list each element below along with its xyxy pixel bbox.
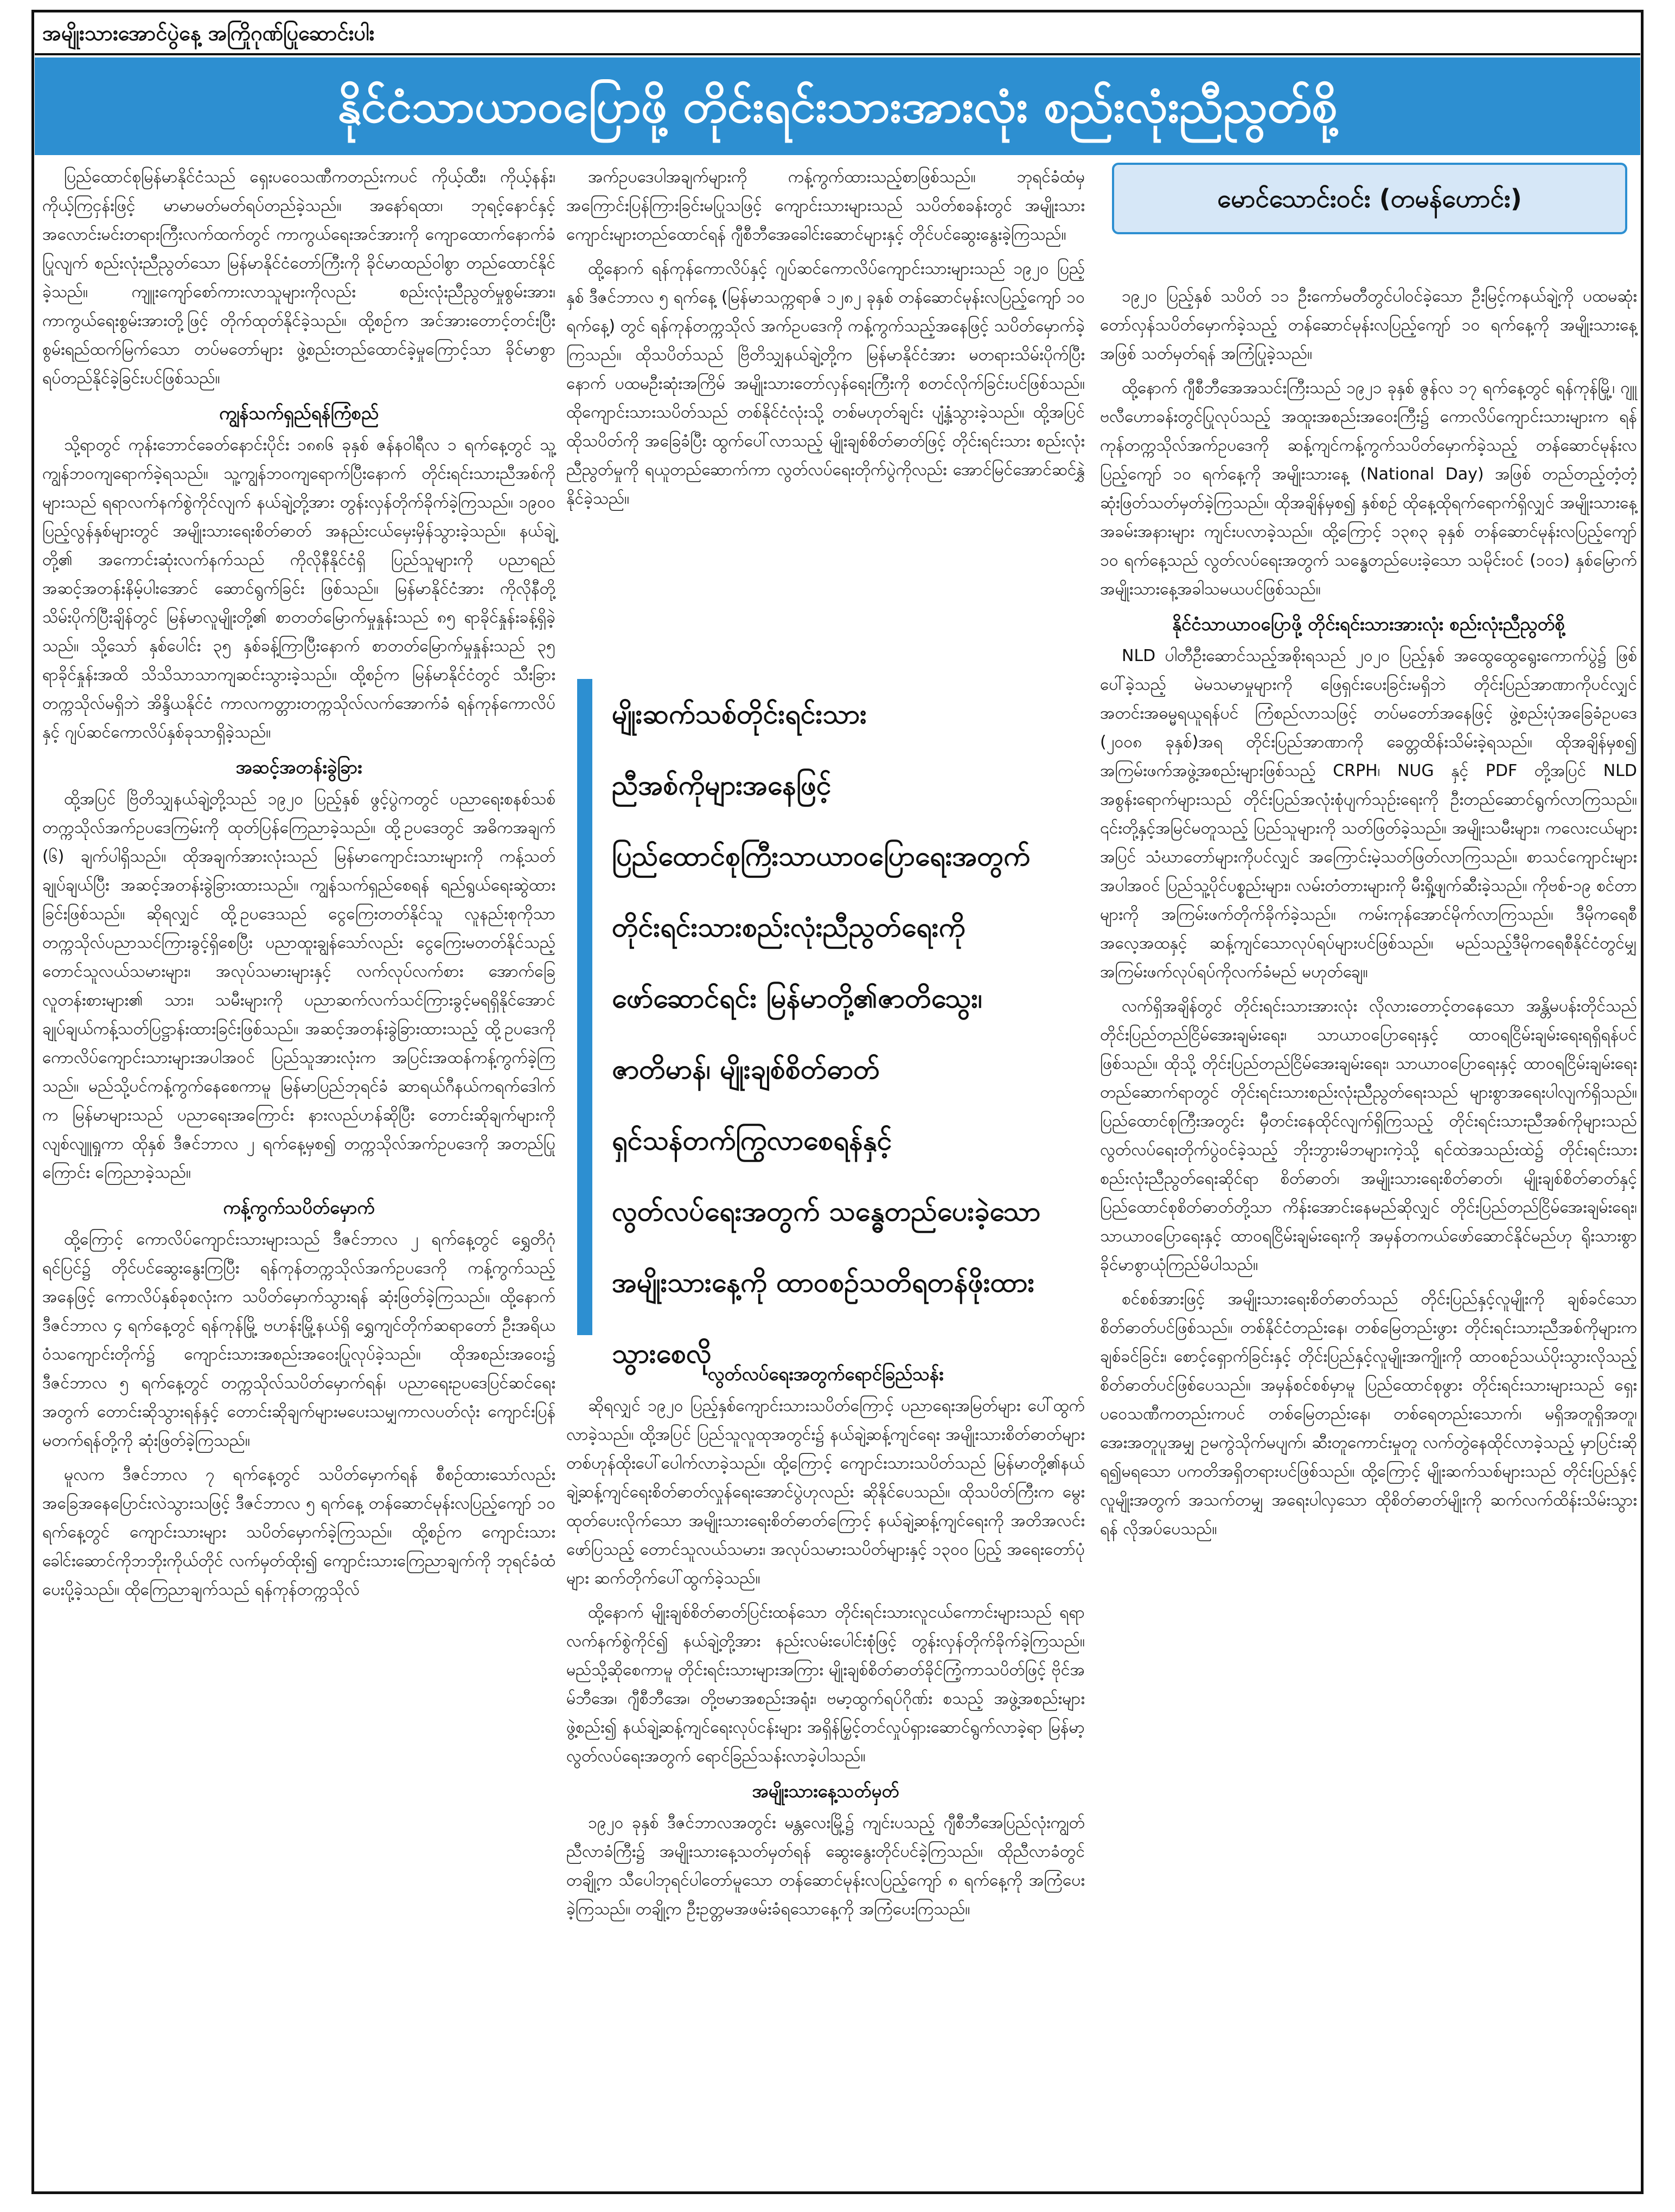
col1-subheading-1: ကျွန်သက်ရှည်ရန်ကြံစည် bbox=[219, 402, 379, 424]
article-kicker: အမျိုးသားအောင်ပွဲနေ့ အကြိုဂုဏ်ပြုဆောင်းပါး bbox=[42, 21, 375, 45]
col3-paragraph-1: ၁၉၂၀ ပြည့်နှစ် သပိတ် ၁၁ ဦးကော်မတီတွင်ပါဝင်ခဲ့သော ဦးမြင့်ကနယ်ချဲ့ကို ပထမဆုံးတော်လှန်သပိတ်မှောက်ခဲ့သည့် တန်ဆောင်မုန်းလပြည့်ကျော် ၁၀ ရက်နေ့ကို အမျိုးသားနေ့အဖြစ် သတ်မှတ်ရန် အကြံပြုခဲ့သည်။ bbox=[1100, 287, 1637, 363]
col2b-paragraph-1: ဆိုရလျှင် ၁၉၂၀ ပြည့်နှစ်ကျောင်းသားသပိတ်ကြောင့် ပညာရေးအမြတ်များ ပေါ်ထွက်လာခဲ့သည်။ ထို့အပြင် ပြည်သူလူထုအတွင်း၌ နယ်ချဲ့ဆန့်ကျင်ရေး အမျိုးသားစိတ်ဓာတ်များ တစ်ဟုန်ထိုးပေါ်ပေါက်လာခဲ့သည်။ ထို့ကြောင့် ကျောင်းသားသပိတ်သည် မြန်မာတို့၏နယ်ချဲ့ဆန့်ကျင်ရေးစိတ်ဓာတ်လှုန်ရေးအောင်ပွဲဟုလည်း ဆိုနိုင်ပေသည်။ ထိုသပိတ်ကြီးက မွေးထုတ်ပေးလိုက်သော အမျိုးသားရေးစိတ်ဓာတ်ကြောင့် နယ်ချဲ့ဆန့်ကျင်ရေးကို အတိအလင်းဖော်ပြသည့် တောင်သူလယ်သမား၊ အလုပ်သမားသပိတ်များနှင့် ၁၃၀၀ ပြည့် အရေးတော်ပုံများ ဆက်တိုက်ပေါ်ထွက်ခဲ့သည်။ bbox=[566, 1396, 1085, 1588]
pull-quote-line: ညီအစ်ကိုများအနေဖြင့် bbox=[612, 770, 832, 801]
pull-quote-line: ရှင်သန်တက်ကြွလာစေရန်နှင့် bbox=[612, 1125, 892, 1156]
col3-paragraph-5: စင်စစ်အားဖြင့် အမျိုးသားရေးစိတ်ဓာတ်သည် တိုင်းပြည်နှင့်လူမျိုးကို ချစ်ခင်သောစိတ်ဓာတ်ပင်ဖြစ်သည်။ တစ်နိုင်ငံတည်းနေ၊ တစ်မြေတည်းဖွား တိုင်းရင်းသားညီအစ်ကိုများက ချစ်ခင်ခြင်း၊ စောင့်ရှောက်ခြင်းနှင့် တိုင်းပြည်နှင့်လူမျိုးအကျိုးကို ထာဝစဉ်သယ်ပိုးသွားလိုသည့်စိတ်ဓာတ်ပင်ဖြစ်ပေသည်။ အမှန်စင်စစ်မှာမူ ပြည်ထောင်စုဖွား တိုင်းရင်းသားများသည် ရှေးပဝေသဏီကတည်းကပင် တစ်မြေတည်းနေ၊ တစ်ရေတည်းသောက်၊ မရှိအတူရှိအတူ၊ အေးအတူပူအမျှ ဥမကွဲသိုက်မပျက်၊ ဆီးတူကောင်းမှုတူ လက်တွဲနေထိုင်လာခဲ့သည့် မှာပြင်းဆိုရ၍မရသော ပကတိအရှိတရားပင်ဖြစ်သည်။ ထို့ကြောင့် မျိုးဆက်သစ်များသည် တိုင်းပြည်နှင့်လူမျိုးအတွက် အသက်တမျှ အရေးပါလှသော ထိုစိတ်ဓာတ်မျိုးကို ဆက်လက်ထိန်းသိမ်းသွားရန် လိုအပ်ပေသည်။ bbox=[1100, 1290, 1637, 1538]
pull-quote-line: အမျိုးသားနေ့ကို ထာဝစဉ်သတိရတန်ဖိုးထား bbox=[612, 1267, 1035, 1298]
col2-subheading-2: အမျိုးသားနေ့သတ်မှတ် bbox=[752, 1780, 899, 1801]
article-headline: နိုင်ငံသာယာဝပြောဖို့ တိုင်းရင်းသားအားလုံး စည်းလုံးညီညွတ်စို့ bbox=[35, 57, 1640, 155]
col2-paragraph-2: ထို့နောက် ရန်ကုန်ကောလိပ်နှင့် ဂျပ်ဆင်ကောလိပ်ကျောင်းသားများသည် ၁၉၂၀ ပြည့်နှစ် ဒီဇင်ဘာလ ၅ ရက်နေ့ (မြန်မာသက္ကရာဇ် ၁၂၈၂ ခုနှစ် တန်ဆောင်မုန်းလပြည့်ကျော် ၁၀ ရက်နေ့) တွင် ရန်ကုန်တက္ကသိုလ် အက်ဥပဒေကို ကန့်ကွက်သည့်အနေဖြင့် သပိတ်မှောက်ခဲ့ကြသည်။ ထိုသပိတ်သည် ဗြိတိသျှနယ်ချဲ့တို့က မြန်မာနိုင်ငံအား မတရားသိမ်းပိုက်ပြီးနောက် ပထမဦးဆုံးအကြိမ် အမျိုးသားတော်လှန်ရေးကြီးကို စတင်လိုက်ခြင်းပင်ဖြစ်သည်။ ထိုကျောင်းသားသပိတ်သည် တစ်နိုင်ငံလုံးသို့ တစ်မဟုတ်ချင်း ပျံ့နှံ့သွားခဲ့သည်။ ထို့အပြင် ထိုသပိတ်ကို အခြေခံပြီး ထွက်ပေါ်လာသည့် မျိုးချစ်စိတ်ဓာတ်ဖြင့် တိုင်းရင်းသား စည်းလုံးညီညွတ်မှုကို ရယူတည်ဆောက်ကာ လွတ်လပ်ရေးတိုက်ပွဲကိုလည်း အောင်မြင်အောင်ဆင်နွှဲနိုင်ခဲ့သည်။ bbox=[566, 259, 1085, 508]
author-byline: မောင်သောင်းဝင်း (တမန်ဟောင်း) bbox=[1112, 163, 1627, 234]
col1-subheading-2: အဆင့်အတန်းခွဲခြား bbox=[235, 756, 362, 778]
pull-quote-line: ဖော်ဆောင်ရင်း မြန်မာတို့၏ဇာတိသွေး၊ bbox=[612, 983, 982, 1014]
col2-subheading-1: လွတ်လပ်ရေးအတွက်ရောင်ခြည်သန်း bbox=[707, 1363, 944, 1384]
col3-paragraph-2: ထို့နောက် ဂျီစီဘီအေအသင်းကြီးသည် ၁၉၂၁ ခုနှစ် ဇွန်လ ၁၇ ရက်နေ့တွင် ရန်ကုန်မြို့၊ ဂျူဗလီဟောခန်းတွင်ပြုလုပ်သည့် အထူးအစည်းအဝေးကြီး၌ ကောလိပ်ကျောင်းသားများက ရန်ကုန်တက္ကသိုလ်အက်ဥပဒေကို ဆန့်ကျင်ကန့်ကွက်သပိတ်မှောက်ခဲ့သည့် တန်ဆောင်မုန်းလပြည့်ကျော် ၁၀ ရက်နေ့ကို အမျိုးသားနေ့ (National Day) အဖြစ် တည်တည့်တံ့တံ့ ဆုံးဖြတ်သတ်မှတ်ခဲ့ကြသည်။ ထိုအချိန်မှစ၍ နှစ်စဉ် ထိုနေ့ထိုရက်ရောက်ရှိလျှင် အမျိုးသားနေ့အခမ်းအနားများ ကျင်းပလာခဲ့သည်။ ထို့ကြောင့် ၁၃၈၃ ခုနှစ် တန်ဆောင်မုန်းလပြည့်ကျော် ၁၀ ရက်နေ့သည် လွတ်လပ်ရေးအတွက် သန္ဓေတည်ပေးခဲ့သော သမိုင်းဝင် (၁၀၁) နှစ်မြောက် အမျိုးသားနေ့အခါသမယပင်ဖြစ်သည်။ bbox=[1100, 379, 1637, 599]
column-1 bbox=[42, 163, 555, 2191]
kicker-divider bbox=[35, 53, 1640, 55]
col1-paragraph-1: ပြည်ထောင်စုမြန်မာနိုင်ငံသည် ရှေးပဝေသဏီကတည်းကပင် ကိုယ့်ထီး၊ ကိုယ့်နန်း၊ ကိုယ့်ကြငှန်းဖြင့် မာမာမတ်မတ်ရပ်တည်ခဲ့သည်။ အနော်ရထာ၊ ဘုရင့်နောင်နှင့် အလောင်းမင်းတရားကြီးလက်ထက်တွင် ကာကွယ်ရေးအင်အားကို ကျောထောက်နောက်ခံပြုလျက် စည်းလုံးညီညွတ်သော မြန်မာနိုင်ငံတော်ကြီးကို ခိုင်မာထည်ဝါစွာ တည်ထောင်နိုင်ခဲ့သည်။ ကျူးကျော်စော်ကားလာသူများကိုလည်း စည်းလုံးညီညွတ်မှုစွမ်းအား၊ ကာကွယ်ရေးစွမ်းအားတို့ဖြင့် တိုက်ထုတ်နိုင်ခဲ့သည်။ ထို့စဉ်က အင်အားတောင့်တင်းပြီး စွမ်းရည်ထက်မြက်သော တပ်မတော်များ ဖွဲ့စည်းတည်ထောင်ခဲ့မှုကြောင့်သာ ခိုင်မာစွာရပ်တည်နိုင်ခဲ့ခြင်းပင်ဖြစ်သည်။ bbox=[42, 168, 555, 388]
col1-paragraph-5: မူလက ဒီဇင်ဘာလ ၇ ရက်နေ့တွင် သပိတ်မှောက်ရန် စီစဉ်ထားသော်လည်း အခြေအနေပြောင်းလဲသွားသဖြင့် ဒီဇင်ဘာလ ၅ ရက်နေ့ တန်ဆောင်မုန်းလပြည့်ကျော် ၁၀ ရက်နေ့တွင် ကျောင်းသားများ သပိတ်မှောက်ခဲ့ကြသည်။ ထို့စဉ်က ကျောင်းသားခေါင်းဆောင်ကိုဘဘိုးကိုယ်တိုင် လက်မှတ်ထိုး၍ ကျောင်းသားကြေညာချက်ကို ဘုရင်ခံထံ ပေးပို့ခဲ့သည်။ ထိုကြေညာချက်သည် ရန်ကုန်တက္ကသိုလ် bbox=[42, 1465, 555, 1599]
pull-quote bbox=[577, 679, 1087, 1369]
pull-quote-line: မျိုးဆက်သစ်တိုင်းရင်းသား bbox=[612, 698, 867, 730]
col3-paragraph-4: လက်ရှိအချိန်တွင် တိုင်းရင်းသားအားလုံး လိုလားတောင့်တနေသော အန္တိမပန်းတိုင်သည် တိုင်းပြည်တည်ငြိမ်အေးချမ်းရေး၊ သာယာဝပြောရေးနှင့် ထာဝရငြိမ်းချမ်းရေးရရှိရန်ပင်ဖြစ်သည်။ ထိုသို့ တိုင်းပြည်တည်ငြိမ်အေးချမ်းရေး၊ သာယာဝပြောရေးနှင့် ထာဝရငြိမ်းချမ်းရေးတည်ဆောက်ရာတွင် တိုင်းရင်းသားစည်းလုံးညီညွတ်ရေးသည် များစွာအရေးပါလျက်ရှိသည်။ ပြည်ထောင်စုကြီးအတွင်း မှီတင်းနေထိုင်လျက်ရှိကြသည့် တိုင်းရင်းသားညီအစ်ကိုများသည် လွတ်လပ်ရေးတိုက်ပွဲဝင်ခဲ့သည့် ဘိုးဘွားမိဘများကဲ့သို့ ရင်ထဲအသည်းထဲ၌ တိုင်းရင်းသားစည်းလုံးညီညွတ်ရေးဆိုင်ရာ စိတ်ဓာတ်၊ အမျိုးသားရေးစိတ်ဓာတ်၊ မျိုးချစ်စိတ်ဓာတ်နှင့် ပြည်ထောင်စုစိတ်ဓာတ်တို့သာ ကိန်းအောင်းနေမည်ဆိုလျှင် တိုင်းပြည်တည်ငြိမ်အေးချမ်းရေး၊ သာယာဝပြောရေးနှင့် ထာဝရငြိမ်းချမ်းရေးကို အမှန်တကယ်ဖော်ဆောင်နိုင်မည်ဟု ရိုးသားစွာခိုင်မာစွာယုံကြည်မိပါသည်။ bbox=[1100, 997, 1637, 1274]
column-2-top bbox=[566, 163, 1085, 683]
pull-quote-line: ပြည်ထောင်စုကြီးသာယာဝပြောရေးအတွက် bbox=[612, 841, 1030, 872]
col1-subheading-3: ကန့်ကွက်သပိတ်မှောက် bbox=[223, 1197, 375, 1218]
pull-quote-line: သွားစေလို bbox=[612, 1338, 712, 1369]
col3-subheading-1: နိုင်ငံသာယာဝပြောဖို့ တိုင်းရင်းသားအားလုံး စည်းလုံးညီညွတ်စို့ bbox=[1172, 613, 1565, 634]
pull-quote-line: တိုင်းရင်းသားစည်းလုံးညီညွတ်ရေးကို bbox=[612, 912, 966, 943]
column-2-bottom bbox=[566, 1356, 1085, 2191]
col2b-paragraph-2: ထို့နောက် မျိုးချစ်စိတ်ဓာတ်ပြင်းထန်သော တိုင်းရင်းသားလူငယ်ကောင်းများသည် ရရာလက်နက်စွဲကိုင်၍ နယ်ချဲ့တို့အား နည်းလမ်းပေါင်းစုံဖြင့် တွန်းလှန်တိုက်ခိုက်ခဲ့ကြသည်။ မည်သို့ဆိုစေကာမူ တိုင်းရင်းသားများအကြား မျိုးချစ်စိတ်ဓာတ်ခိုင်ကြံ့ကာသပိတ်ဖြင့် ဗိုင်အမ်ဘီအေ၊ ဂျီစီဘီအေ၊ တို့ဗမာအစည်းအရုံး၊ ဗမာ့ထွက်ရပ်ဂိုဏ်း စသည့် အဖွဲ့အစည်းများဖွဲ့စည်း၍ နယ်ချဲ့ဆန့်ကျင်ရေးလုပ်ငန်းများ အရှိန်မြှင့်တင်လှုပ်ရှားဆောင်ရွက်လာခဲ့ရာ မြန်မာ့လွတ်လပ်ရေးအတွက် ရောင်ခြည်သန်းလာခဲ့ပါသည်။ bbox=[566, 1603, 1085, 1766]
col1-paragraph-2: သို့ရာတွင် ကုန်းဘောင်ခေတ်နောင်းပိုင်း ၁၈၈၆ ခုနှစ် ဇန်နဝါရီလ ၁ ရက်နေ့တွင် သူ့ကျွန်ဘဝကျရောက်ခဲ့ရသည်။ သူ့ကျွန်ဘဝကျရောက်ပြီးနောက် တိုင်းရင်းသားညီအစ်ကိုများသည် ရရာလက်နက်စွဲကိုင်လျက် နယ်ချဲ့တို့အား တွန်းလှန်တိုက်ခိုက်ခဲ့ကြသည်။ ၁၉၀၀ ပြည့်လွန်နှစ်များတွင် အမျိုးသားရေးစိတ်ဓာတ် အနည်းငယ်မှေးမှိန်သွားခဲ့သည်။ နယ်ချဲ့တို့၏ အကောင်းဆုံးလက်နက်သည် ကိုလိုနီနိုင်ငံရှိ ပြည်သူများကို ပညာရည်အဆင့်အတန်းနိမ့်ပါးအောင် ဆောင်ရွက်ခြင်း ဖြစ်သည်။ မြန်မာနိုင်ငံအား ကိုလိုနီတို့သိမ်းပိုက်ပြီးချိန်တွင် မြန်မာလူမျိုးတို့၏ စာတတ်မြောက်မှုနှုန်းသည် ၈၅ ရာခိုင်နှုန်းခန့်ရှိခဲ့သည်။ သို့သော် နှစ်ပေါင်း ၃၅ နှစ်ခန့်ကြာပြီးနောက် စာတတ်မြောက်မှုနှုန်းသည် ၃၅ ရာခိုင်နှုန်းအထိ သိသိသာသာကျဆင်းသွားခဲ့သည်။ ထို့စဉ်က မြန်မာနိုင်ငံတွင် သီးခြားတက္ကသိုလ်မရှိဘဲ အိန္ဒိယနိုင်ငံ ကာလကတ္တားတက္ကသိုလ်လက်အောက်ခံ ရန်ကုန်ကောလိပ်နှင့် ဂျပ်ဆင်ကောလိပ်နှစ်ခုသာရှိခဲ့သည်။ bbox=[42, 435, 555, 742]
column-3 bbox=[1100, 282, 1637, 2191]
pull-quote-line: ဇာတိမာန်၊ မျိုးချစ်စိတ်ဓာတ် bbox=[612, 1054, 880, 1085]
col1-paragraph-3: ထို့အပြင် ဗြိတိသျှနယ်ချဲ့တို့သည် ၁၉၂၀ ပြည့်နှစ် ဖွင့်ပွဲကတွင် ပညာရေးစနစ်သစ် တက္ကသိုလ်အက်ဥပဒေကြမ်းကို ထုတ်ပြန်ကြေညာခဲ့သည်။ ထို့ဥပဒေတွင် အဓိကအချက် (၆) ချက်ပါရှိသည်။ ထိုအချက်အားလုံးသည် မြန်မာကျောင်းသားများကို ကန့်သတ်ချုပ်ချယ်ပြီး အဆင့်အတန်းခွဲခြားထားသည်။ ကျွန်သက်ရှည်စေရန် ရည်ရွယ်ရေးဆွဲထားခြင်းဖြစ်သည်။ ဆိုရလျှင် ထို့ဥပဒေသည် ငွေကြေးတတ်နိုင်သူ လူနည်းစုကိုသာ တက္ကသိုလ်ပညာသင်ကြားခွင့်ရှိစေပြီး ပညာထူးချွန်သော်လည်း ငွေကြေးမတတ်နိုင်သည့် တောင်သူလယ်သမားများ၊ အလုပ်သမားများနှင့် လက်လုပ်လက်စား အောက်ခြေလူတန်းစားများ၏ သား၊ သမီးများကို ပညာဆက်လက်သင်ကြားခွင့်မရရှိနိုင်အောင် ချုပ်ချယ်ကန့်သတ်ပြဋ္ဌာန်းထားခြင်းဖြစ်သည်။ အဆင့်အတန်းခွဲခြားထားသည့် ထို့ဥပဒေကို ကောလိပ်ကျောင်းသားများအပါအဝင် ပြည်သူအားလုံးက အပြင်းအထန်ကန့်ကွက်ခဲ့ကြသည်။ မည်သို့ပင်ကန့်ကွက်နေစေကာမူ မြန်မာပြည်ဘုရင်ခံ ဆာရယ်ဂီနယ်ကရက်ဒေါက်က မြန်မာများသည် ပညာရေးအကြောင်း နားလည်ဟန်ဆိုပြီး တောင်းဆိုချက်များကို လျစ်လျူရှုကာ ထိုနှစ် ဒီဇင်ဘာလ ၂ ရက်နေ့မှစ၍ တက္ကသိုလ်အက်ဥပဒေကို အတည်ပြုကြောင်း ကြေညာခဲ့သည်။ bbox=[42, 790, 555, 1182]
col2b-paragraph-3: ၁၉၂၀ ခုနှစ် ဒီဇင်ဘာလအတွင်း မန္တလေးမြို့၌ ကျင်းပသည့် ဂျီစီဘီအေပြည်လုံးကျွတ်ညီလာခံကြီး၌ အမျိုးသားနေ့သတ်မှတ်ရန် ဆွေးနွေးတိုင်ပင်ခဲ့ကြသည်။ ထိုညီလာခံတွင် တချို့က သီပေါဘုရင်ပါတော်မူသော တန်ဆောင်မုန်းလပြည့်ကျော် ၈ ရက်နေ့ကို အကြံပေးခဲ့ကြသည်။ တချို့က ဦးဥတ္တမအဖမ်းခံရသောနေ့ကို အကြံပေးကြသည်။ bbox=[566, 1813, 1085, 1919]
pull-quote-line: လွတ်လပ်ရေးအတွက် သန္ဓေတည်ပေးခဲ့သော bbox=[612, 1196, 1041, 1227]
col2-paragraph-1: အက်ဥပဒေပါအချက်များကို ကန့်ကွက်ထားသည့်စာဖြစ်သည်။ ဘုရင်ခံထံမှ အကြောင်းပြန်ကြားခြင်းမပြုသဖြင့် ကျောင်းသားများသည် သပိတ်စခန်းတွင် အမျိုးသားကျောင်းများတည်ထောင်ရန် ဂျီစီဘီအေခေါင်းဆောင်များနှင့် တိုင်ပင်ဆွေးနွေးခဲ့ကြသည်။ bbox=[566, 168, 1085, 244]
col1-paragraph-4: ထို့ကြောင့် ကောလိပ်ကျောင်းသားများသည် ဒီဇင်ဘာလ ၂ ရက်နေ့တွင် ရွှေတိဂုံရင်ပြင်၌ တိုင်ပင်ဆွေးနွေးကြပြီး ရန်ကုန်တက္ကသိုလ်အက်ဥပဒေကို ကန့်ကွက်သည့်အနေဖြင့် ကောလိပ်နှစ်ခုစလုံးက သပိတ်မှောက်သွားရန် ဆုံးဖြတ်ခဲ့ကြသည်။ ထို့နောက် ဒီဇင်ဘာလ ၄ ရက်နေ့တွင် ရန်ကုန်မြို့ ဗဟန်းမြို့နယ်ရှိ ရွှေကျင်တိုက်ဆရာတော် ဦးအရိယဝံသကျောင်းတိုက်၌ ကျောင်းသားအစည်းအဝေးပြုလုပ်ခဲ့သည်။ ထိုအစည်းအဝေး၌ ဒီဇင်ဘာလ ၅ ရက်နေ့တွင် တက္ကသိုလ်သပိတ်မှောက်ရန်၊ ပညာရေးဥပဒေပြင်ဆင်ရေးအတွက် တောင်းဆိုသွားရန်နှင့် တောင်းဆိုချက်များမပေးသမျှကာလပတ်လုံး ကျောင်းပြန်မတက်ရန်တို့ကို ဆုံးဖြတ်ခဲ့ကြသည်။ bbox=[42, 1230, 555, 1450]
col3-paragraph-3: NLD ပါတီဦးဆောင်သည့်အစိုးရသည် ၂၀၂၀ ပြည့်နှစ် အထွေထွေရွေးကောက်ပွဲ၌ ဖြစ်ပေါ်ခဲ့သည့် မဲမသမာမှုများကို ဖြေရှင်းပေးခြင်းမရှိဘဲ တိုင်းပြည်အာဏာကိုပင်လျှင် အတင်းအဓမ္မရယူရန်ပင် ကြံစည်လာသဖြင့် တပ်မတော်အနေဖြင့် ဖွဲ့စည်းပုံအခြေခံဥပဒေ (၂၀၀၈ ခုနှစ်)အရ တိုင်းပြည်အာဏာကို ခေတ္တထိန်းသိမ်းခဲ့ရသည်။ ထိုအချိန်မှစ၍ အကြမ်းဖက်အဖွဲ့အစည်းများဖြစ်သည့် CRPH၊ NUG နှင့် PDF တို့အပြင် NLD အစွန်းရောက်များသည် တိုင်းပြည်အလုံးစုံပျက်သုဉ်းရေးကို ဦးတည်ဆောင်ရွက်လာကြသည်။ ၎င်းတို့နှင့်အမြင်မတူသည့် ပြည်သူများကို သတ်ဖြတ်ခဲ့သည်။ အမျိုးသမီးများ၊ ကလေးငယ်များအပြင် သံဃာတော်များကိုပင်လျှင် အကြောင်းမဲ့သတ်ဖြတ်လာကြသည်။ စာသင်ကျောင်းများအပါအဝင် ပြည်သူ့ပိုင်ပစ္စည်းများ၊ လမ်းတံတားများကို မီးရှို့ဖျက်ဆီးခဲ့သည်။ ကိုဗစ်-၁၉ စင်တာများကို အကြမ်းဖက်တိုက်ခိုက်ခဲ့သည်။ ကမ်းကုန်အောင်မိုက်လာကြသည်။ ဒီမိုကရေစီအလေ့အထနှင့် ဆန့်ကျင်သောလုပ်ရပ်များပင်ဖြစ်သည်။ မည်သည့်ဒီမိုကရေစီနိုင်ငံတွင်မျှ အကြမ်းဖက်လုပ်ရပ်ကိုလက်ခံမည် မဟုတ်ချေ။ bbox=[1100, 646, 1637, 982]
